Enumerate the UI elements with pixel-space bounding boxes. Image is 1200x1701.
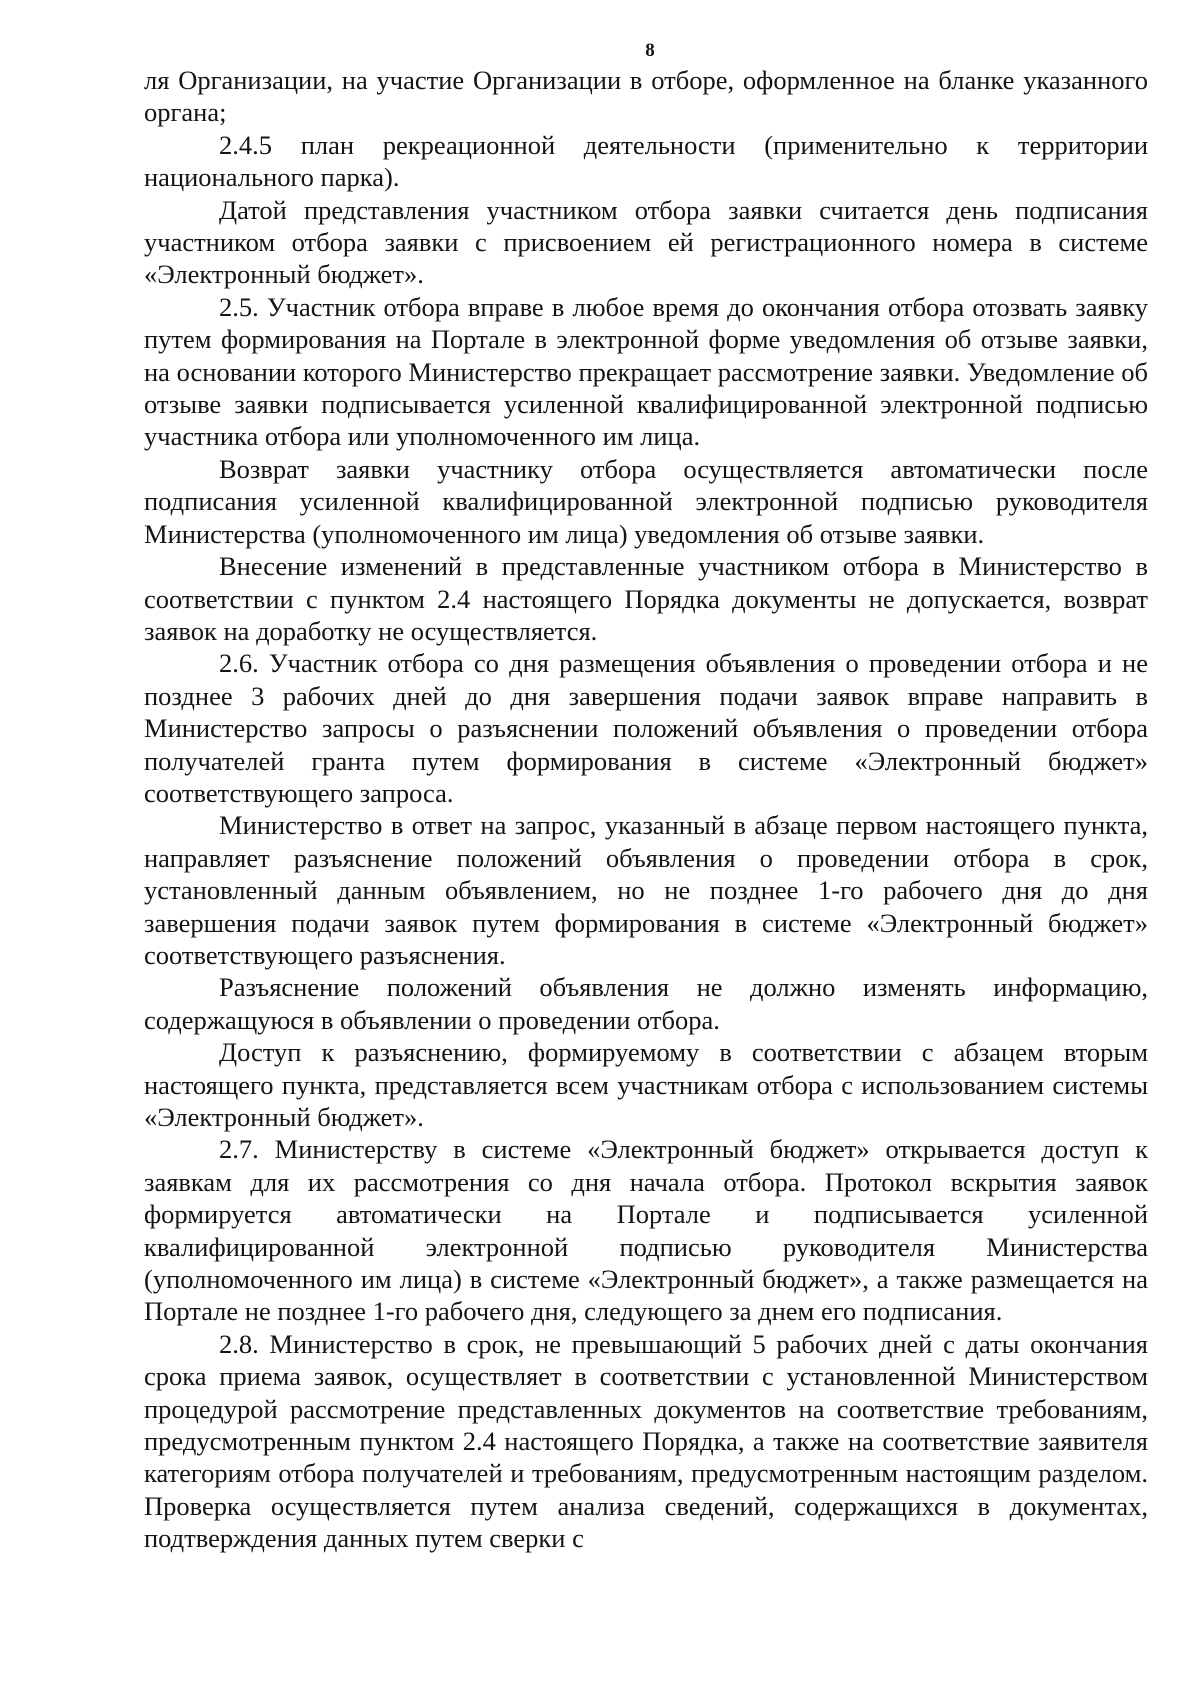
paragraph-3: 2.5. Участник отбора вправе в любое время до окончания отбора отозвать заявку путем формирования на Портале в электронной форме уведомления об отзыве заявки, на основании которого Министерство прекращает рассмотрение заявки. Уведомление об отзыве заявки подписывается усиленной квалифицированной электронной подписью участника отбора или уполномоченного им лица.: [144, 291, 1148, 452]
paragraph-2: Датой представления участником отбора заявки считается день подписания участником отбора заявки с присвоением ей регистрационного номера в системе «Электронный бюджет».: [144, 194, 1148, 290]
paragraph-9: Доступ к разъяснению, формируемому в соответствии с абзацем вторым настоящего пункта, представляется всем участникам отбора с использованием системы «Электронный бюджет».: [144, 1037, 1148, 1132]
paragraph-10: 2.7. Министерству в системе «Электронный бюджет» открывается доступ к заявкам для их рассмотрения со дня начала отбора. Протокол вскрытия заявок формируется автоматически на Портале и подписывается усиленной квалифицированной электронной подписью руководителя Министерства (уполномоченного им лица) в системе «Электронный бюджет», а также размещается на Портале не позднее 1-го рабочего дня, следующего за днем его подписания.: [144, 1134, 1148, 1327]
paragraph-7: Министерство в ответ на запрос, указанный в абзаце первом настоящего пункта, направляет разъяснение положений объявления о проведении отбора в срок, установленный данным объявлением, но не позднее 1-го рабочего дня до дня завершения подачи заявок путем формирования в системе «Электронный бюджет» соответствующего разъяснения.: [144, 810, 1148, 970]
paragraph-1: 2.4.5 план рекреационной деятельности (применительно к территории национального парка).: [144, 129, 1148, 193]
paragraph-8: Разъяснение положений объявления не должно изменять информацию, содержащуюся в объявлении о проведении отбора.: [144, 972, 1148, 1035]
paragraph-11: 2.8. Министерство в срок, не превышающий 5 рабочих дней с даты окончания срока приема заявок, осуществляет в соответствии с установленной Министерством процедурой рассмотрение представленных документов на соответствие требованиям, предусмотренным пунктом 2.4 настоящего Порядка, а также на соответствие заявителя категориям отбора получателей и требованиям, предусмотренным настоящим разделом. Проверка осуществляется путем анализа сведений, содержащихся в документах, подтверждения данных путем сверки с: [144, 1328, 1148, 1554]
paragraph-6: 2.6. Участник отбора со дня размещения объявления о проведении отбора и не позднее 3 рабочих дней до дня завершения подачи заявок вправе направить в Министерство запросы о разъяснении положений объявления о проведении отбора получателей гранта путем формирования в системе «Электронный бюджет» соответствующего запроса.: [144, 648, 1148, 808]
paragraph-4: Возврат заявки участнику отбора осуществляется автоматически после подписания усиленной квалифицированной электронной подписью руководителя Министерства (уполномоченного им лица) уведомления об отзыве заявки.: [144, 453, 1148, 549]
page-number: 8: [645, 40, 655, 61]
paragraph-0: ля Организации, на участие Организации в отборе, оформленное на бланке указанного органа;: [144, 65, 1148, 128]
paragraph-5: Внесение изменений в представленные участником отбора в Министерство в соответствии с пунктом 2.4 настоящего Порядка документы не допускается, возврат заявок на доработку не осуществляется.: [144, 551, 1148, 646]
document-body: [144, 64, 1148, 1555]
